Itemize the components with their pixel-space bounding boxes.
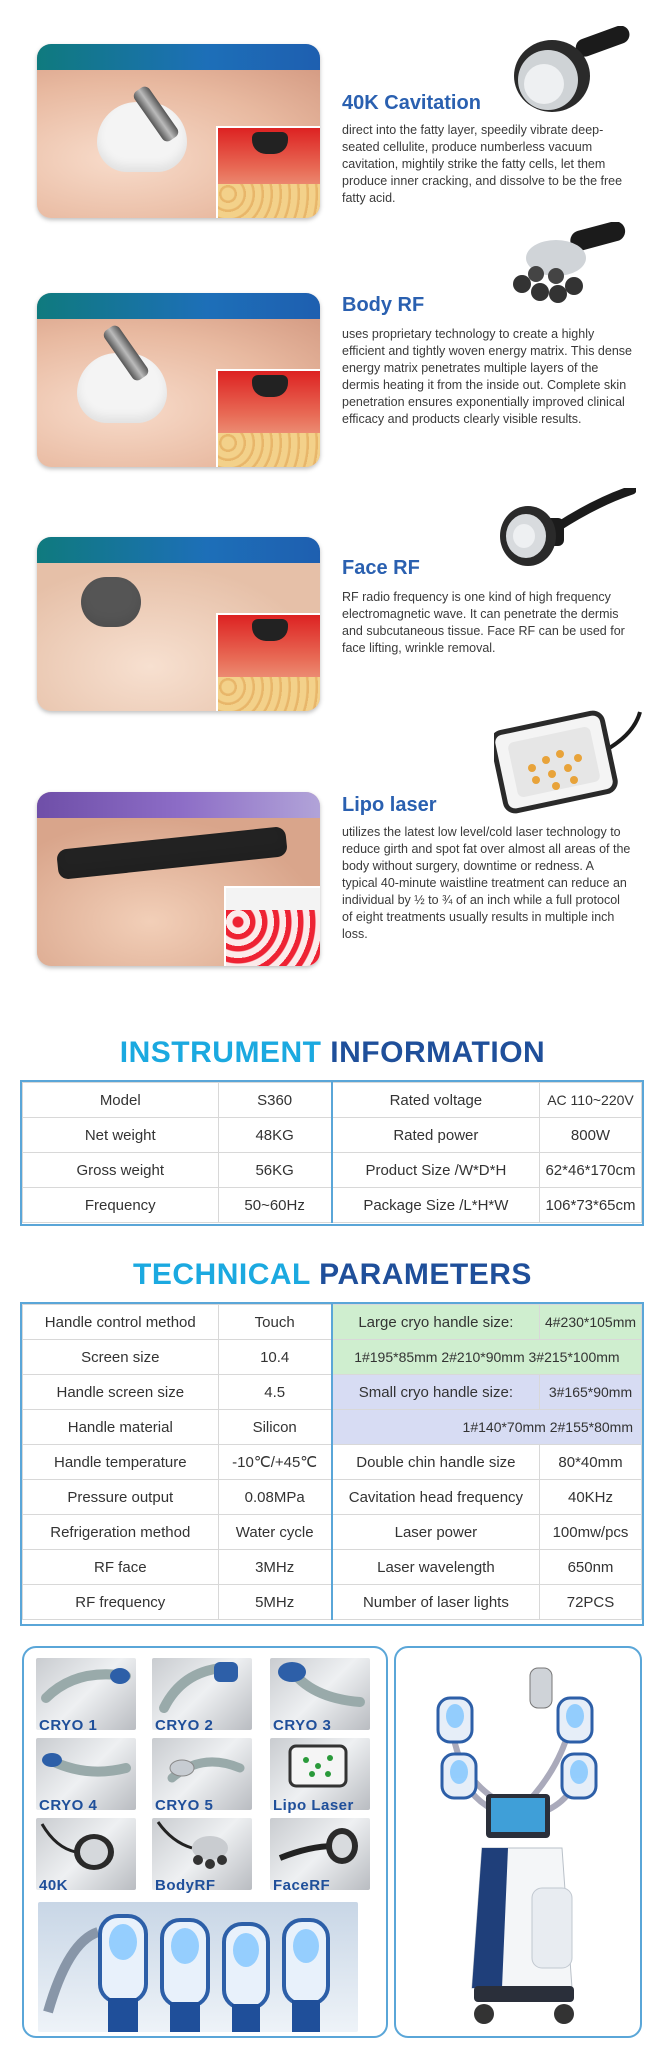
handle-thumb-cryo5	[152, 1738, 252, 1814]
handle-thumb-lipo-laser	[270, 1738, 370, 1814]
table-cell: 72PCS	[540, 1585, 642, 1620]
handle-label: Lipo Laser	[273, 1797, 354, 1814]
table-row	[23, 1445, 642, 1480]
table-cell: Handle control method	[23, 1305, 219, 1340]
table-cell: Gross weight	[23, 1153, 219, 1188]
technical-title-part1: TECHNICAL	[133, 1258, 311, 1291]
table-cell: 62*46*170cm	[539, 1153, 641, 1188]
table-cell: Rated power	[332, 1118, 540, 1153]
technical-title-part2: PARAMETERS	[319, 1258, 532, 1291]
handle-label: CRYO 3	[273, 1717, 332, 1734]
table-cell: Refrigeration method	[23, 1515, 219, 1550]
table-cell: AC 110~220V	[539, 1083, 641, 1118]
table-cell: Laser power	[332, 1515, 540, 1550]
table-cell: 5MHz	[218, 1585, 332, 1620]
table-cell: Large cryo handle size:	[332, 1305, 540, 1340]
table-row	[23, 1375, 642, 1410]
feature-text-lipo-laser: utilizes the latest low level/cold laser technology to reduce girth and spot fat over almost all areas of the body without surgery, downtime or redness. A typical 40-minute waistline treatment can reduce an individual by ½ to ¾ of an inch while a full protocol of eight treatments usually results in multiple inch loss.	[342, 825, 631, 941]
handle-thumb-40k	[36, 1818, 136, 1894]
handle-label: CRYO 1	[39, 1717, 98, 1734]
table-cell: RF face	[23, 1550, 219, 1585]
table-row	[23, 1083, 642, 1118]
handle-thumb-body-rf	[152, 1818, 252, 1894]
table-row	[23, 1305, 642, 1340]
face-rf-head-icon	[496, 488, 636, 580]
table-cell: Frequency	[23, 1188, 219, 1223]
table-cell: 40KHz	[540, 1480, 642, 1515]
handle-thumb-cryo4	[36, 1738, 136, 1814]
table-cell: Net weight	[23, 1118, 219, 1153]
table-cell: Silicon	[218, 1410, 332, 1445]
table-cell: 106*73*65cm	[539, 1188, 641, 1223]
handle-label: CRYO 5	[155, 1797, 214, 1814]
feature-title-cavitation: 40K Cavitation	[342, 92, 481, 114]
handle-thumb-face-rf	[270, 1818, 370, 1894]
table-cell: Pressure output	[23, 1480, 219, 1515]
table-cell: 4.5	[218, 1375, 332, 1410]
table-row	[23, 1585, 642, 1620]
table-cell: Number of laser lights	[332, 1585, 540, 1620]
handle-thumb-cryo2	[152, 1658, 252, 1734]
table-cell: Handle temperature	[23, 1445, 219, 1480]
table-cell: 3MHz	[218, 1550, 332, 1585]
table-cell: 50~60Hz	[218, 1188, 332, 1223]
table-row	[23, 1550, 642, 1585]
table-cell: Small cryo handle size:	[332, 1375, 540, 1410]
table-row	[23, 1340, 642, 1375]
handle-label: 40K	[39, 1877, 69, 1894]
technical-table	[22, 1304, 642, 1620]
handle-thumb-cryo3	[270, 1658, 370, 1734]
body-rf-photo	[37, 293, 320, 467]
table-cell: 3#165*90mm	[540, 1375, 642, 1410]
table-cell: Touch	[218, 1305, 332, 1340]
table-cell: RF frequency	[23, 1585, 219, 1620]
table-cell: 10.4	[218, 1340, 332, 1375]
lipo-laser-photo	[37, 792, 320, 966]
handle-label: FaceRF	[273, 1877, 331, 1894]
table-row	[23, 1515, 642, 1550]
feature-title-body-rf: Body RF	[342, 294, 425, 316]
table-row	[23, 1480, 642, 1515]
table-cell: 48KG	[218, 1118, 332, 1153]
table-cell: 56KG	[218, 1153, 332, 1188]
feature-text-body-rf: uses proprietary technology to create a highly efficient and tightly woven energy matrix. This dense energy matrix penetrates multiple layers of the dermis heating it from the inside out. Complete skin penetration ensures exponentially improved clinical efficacy and products clearly visible results.	[342, 327, 632, 426]
technical-title	[0, 1258, 665, 1292]
cryo-cups-photo	[38, 1902, 358, 2032]
table-cell: Handle material	[23, 1410, 219, 1445]
table-cell: Double chin handle size	[332, 1445, 540, 1480]
cavitation-head-icon	[508, 26, 634, 118]
table-cell: Cavitation head frequency	[332, 1480, 540, 1515]
table-cell: S360	[218, 1083, 332, 1118]
instrument-title-part1: INSTRUMENT	[119, 1036, 322, 1069]
feature-title-lipo-laser: Lipo laser	[342, 794, 437, 816]
face-rf-photo	[37, 537, 320, 711]
table-cell: 800W	[539, 1118, 641, 1153]
table-row	[23, 1410, 642, 1445]
handle-label: BodyRF	[155, 1877, 216, 1894]
table-cell: 1#195*85mm 2#210*90mm 3#215*100mm	[332, 1340, 642, 1375]
table-cell: Model	[23, 1083, 219, 1118]
table-cell: Product Size /W*D*H	[332, 1153, 540, 1188]
handle-thumb-cryo1	[36, 1658, 136, 1734]
table-cell: Handle screen size	[23, 1375, 219, 1410]
table-row	[23, 1188, 642, 1223]
body-rf-head-icon	[500, 222, 630, 314]
handle-label: CRYO 4	[39, 1797, 98, 1814]
table-cell: Package Size /L*H*W	[332, 1188, 540, 1223]
feature-text-face-rf: RF radio frequency is one kind of high frequency electromagnetic wave. It can penetrate the dermis and subcutaneous tissue. Face RF can be used for face lifting, wrinkle removal.	[342, 590, 625, 655]
table-cell: 4#230*105mm	[540, 1305, 642, 1340]
cavitation-photo	[37, 44, 320, 218]
table-cell: 100mw/pcs	[540, 1515, 642, 1550]
instrument-table	[22, 1082, 642, 1223]
table-cell: 1#140*70mm 2#155*80mm	[332, 1410, 642, 1445]
table-cell: Rated voltage	[332, 1083, 540, 1118]
table-row	[23, 1153, 642, 1188]
table-cell: -10℃/+45℃	[218, 1445, 332, 1480]
table-cell: 650nm	[540, 1550, 642, 1585]
table-cell: Water cycle	[218, 1515, 332, 1550]
machine-image	[412, 1658, 624, 2030]
feature-title-face-rf: Face RF	[342, 557, 420, 579]
table-cell: 0.08MPa	[218, 1480, 332, 1515]
table-cell: 80*40mm	[540, 1445, 642, 1480]
lipo-laser-pad-icon	[494, 708, 642, 818]
table-cell: Screen size	[23, 1340, 219, 1375]
feature-text-cavitation: direct into the fatty layer, speedily vibrate deep-seated cellulite, produce numberless vacuum cavitation, mightily strike the fatty cells, let them produce inner cracking, and dissolve to be the free fatty acid.	[342, 123, 623, 205]
instrument-title-part2: INFORMATION	[330, 1036, 546, 1069]
table-cell: Laser wavelength	[332, 1550, 540, 1585]
handle-label: CRYO 2	[155, 1717, 214, 1734]
instrument-title	[0, 1036, 665, 1070]
table-row	[23, 1118, 642, 1153]
